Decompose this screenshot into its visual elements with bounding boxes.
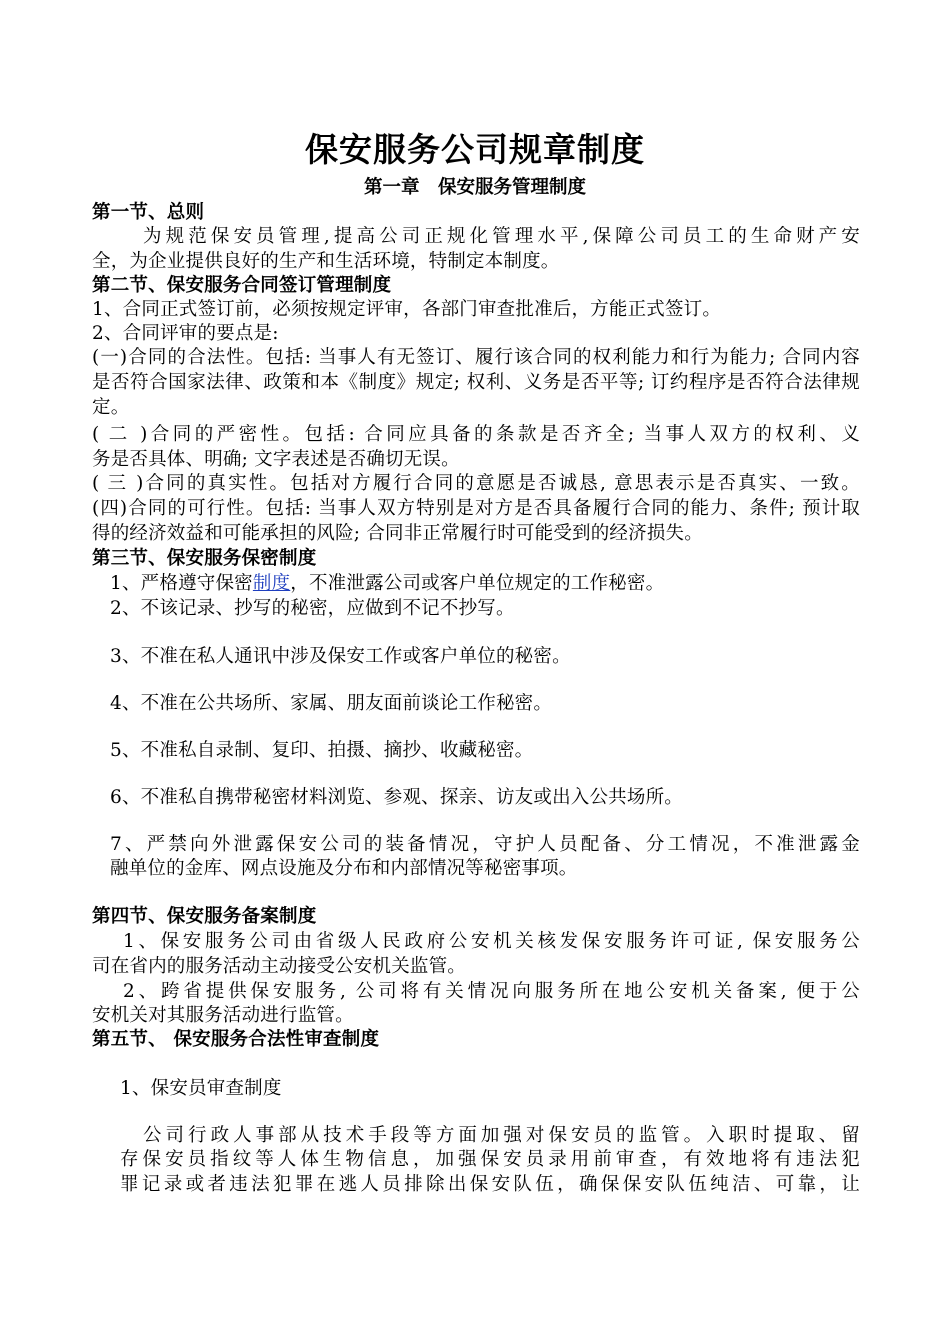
section-5-paragraph-line: 公司行政人事部从技术手段等方面加强对保安员的监管。入职时提取、留 (143, 1125, 860, 1146)
section-2-line: ( 三 )合同的真实性。包括对方履行合同的意愿是否诚恳, 意思表示是否真实、一致。 (92, 473, 860, 494)
section-2-line: (一)合同的合法性。包括: 当事人有无签订、履行该合同的权利能力和行为能力; 合同内容 (92, 347, 860, 368)
section-2-line: 2、合同评审的要点是: (92, 323, 279, 344)
document-title: 保安服务公司规章制度 (305, 130, 645, 169)
section-5-heading: 第五节、 保安服务合法性审查制度 (92, 1029, 380, 1050)
zhidu-link[interactable]: 制度 (252, 573, 291, 594)
section-2-line: 得的经济效益和可能承担的风险; 合同非正常履行时可能受到的经济损失。 (92, 523, 703, 544)
section-4-line: 2、跨省提供保安服务, 公司将有关情况向服务所在地公安机关备案, 便于公 (123, 981, 860, 1002)
section-4-line: 司在省内的服务活动主动接受公安机关监管。 (92, 956, 467, 977)
section-3-item: 2、不该记录、抄写的秘密，应做到不记不抄写。 (110, 598, 515, 619)
section-3-item: 3、不准在私人通讯中涉及保安工作或客户单位的秘密。 (110, 646, 571, 667)
section-2-line: 务是否具体、明确; 文字表述是否确切无误。 (92, 449, 460, 470)
section-3-item-text: 1、严格遵守保密 (110, 573, 253, 594)
section-2-line: (四)合同的可行性。包括: 当事人双方特别是对方是否具备履行合同的能力、条件; 预计取 (92, 498, 860, 519)
section-3-item: 5、不准私自录制、复印、拍摄、摘抄、收藏秘密。 (110, 740, 534, 761)
section-3-item: 6、不准私自携带秘密材料浏览、参观、探亲、访友或出入公共场所。 (110, 787, 683, 808)
section-3-item-text: ，不准泄露公司或客户单位规定的工作秘密。 (290, 573, 665, 594)
section-1-heading: 第一节、总则 (92, 202, 205, 223)
section-2-line: 定。 (92, 397, 130, 418)
section-3-item: 融单位的金库、网点设施及分布和内部情况等秘密事项。 (110, 858, 578, 879)
section-3-item: 4、不准在公共场所、家属、朋友面前谈论工作秘密。 (110, 693, 553, 714)
section-1-paragraph-line: 全，为企业提供良好的生产和生活环境，特制定本制度。 (92, 251, 560, 272)
section-2-line: ( 二 )合同的严密性。包括: 合同应具备的条款是否齐全; 当事人双方的权利、义 (92, 424, 860, 445)
section-3-heading: 第三节、保安服务保密制度 (92, 548, 317, 569)
section-5-subheading: 1、保安员审查制度 (120, 1078, 282, 1099)
section-4-heading: 第四节、保安服务备案制度 (92, 906, 317, 927)
section-1-paragraph-line: 为规范保安员管理,提高公司正规化管理水平,保障公司员工的生命财产安 (143, 226, 860, 247)
section-3-item (110, 572, 878, 596)
section-3-item: 7、严禁向外泄露保安公司的装备情况，守护人员配备、分工情况，不准泄露金 (110, 834, 860, 855)
section-5-paragraph-line: 罪记录或者违法犯罪在逃人员排除出保安队伍，确保保安队伍纯洁、可靠，让 (120, 1174, 860, 1195)
section-2-line: 1、合同正式签订前，必须按规定评审，各部门审查批准后，方能正式签订。 (92, 299, 722, 320)
chapter-heading: 第一章 保安服务管理制度 (363, 177, 586, 198)
section-4-line: 1、保安服务公司由省级人民政府公安机关核发保安服务许可证, 保安服务公 (123, 931, 860, 952)
section-5-paragraph-line: 存保安员指纹等人体生物信息，加强保安员录用前审查，有效地将有违法犯 (120, 1149, 860, 1170)
section-4-line: 安机关对其服务活动进行监管。 (92, 1005, 354, 1026)
section-2-line: 是否符合国家法律、政策和本《制度》规定; 权利、义务是否平等; 订约程序是否符合法律规 (92, 372, 860, 393)
section-2-heading: 第二节、保安服务合同签订管理制度 (92, 275, 392, 296)
